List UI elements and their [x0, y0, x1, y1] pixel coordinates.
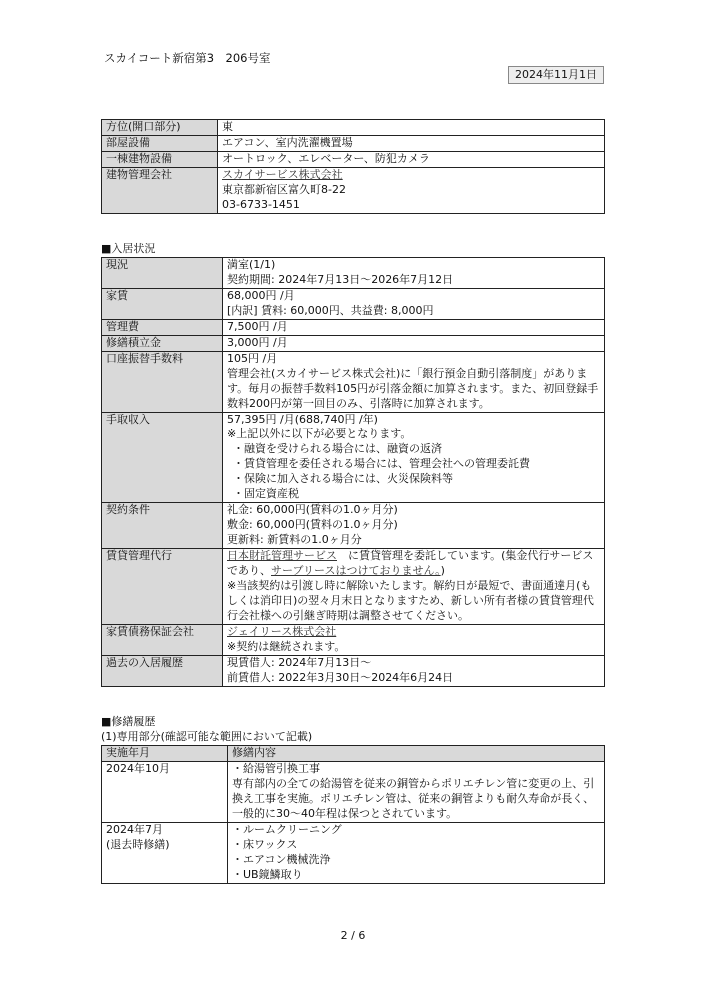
occupancy-table — [101, 257, 605, 687]
agency-note: ※当該契約は引渡し時に解除いたします。解約日が最短で、書面通達月(もしくは消印日)の翌々月末日となりますため、新しい所有者様の賃貸管理代行会社様への引継ぎ時期は調整させてください。 — [227, 579, 594, 622]
net-income-row — [102, 412, 605, 503]
management-fee-row — [102, 319, 605, 335]
guarantee-company-link[interactable]: ジェイリース株式会社 — [227, 624, 337, 638]
repair-date-cell — [102, 822, 228, 883]
room-equipment-value: エアコン、室内洗濯機置場 — [218, 135, 605, 151]
renewal-fee: 更新料: 新賃料の1.0ヶ月分 — [227, 533, 362, 547]
rent-breakdown: [内訳] 賃料: 60,000円、共益費: 8,000円 — [227, 303, 434, 317]
current-status-label: 現況 — [102, 258, 223, 289]
management-agency-row — [102, 549, 605, 625]
repair-date-cell — [102, 761, 228, 822]
table-row — [102, 761, 605, 822]
repair-item: ・給湯管引換工事 — [232, 761, 320, 775]
rent-amount: 68,000円 /月 — [227, 288, 295, 302]
repair-date: 2024年7月 — [106, 822, 163, 836]
transfer-fee-cell — [223, 351, 605, 412]
net-income-label: 手取収入 — [102, 412, 223, 503]
building-equipment-row — [102, 151, 605, 167]
management-fee-value: 7,500円 /月 — [223, 319, 605, 335]
contract-period: 契約期間: 2024年7月13日～2026年7月12日 — [227, 272, 454, 286]
repair-item: ・UB鏡鱗取り — [232, 867, 303, 881]
guarantee-row — [102, 624, 605, 655]
management-company-link[interactable]: スカイサービス株式会社 — [222, 167, 343, 181]
property-title: スカイコート新宿第3 206号室 — [104, 51, 271, 65]
agency-description — [227, 549, 600, 579]
tenancy-history-row — [102, 655, 605, 686]
occupancy-status: 満室(1/1) — [227, 258, 276, 271]
occupancy-heading: ■入居状況 — [101, 242, 156, 255]
orientation-row — [102, 120, 605, 136]
column-header-content: 修繕内容 — [228, 746, 605, 762]
management-company-address: 東京都新宿区富久町8-22 — [222, 182, 346, 196]
guarantee-cell — [223, 624, 605, 655]
orientation-label: 方位(開口部分) — [102, 120, 218, 136]
room-equipment-row — [102, 135, 605, 151]
net-income-cell — [223, 412, 605, 503]
management-agency-label: 賃貸管理代行 — [102, 549, 223, 625]
net-income-item: ・固定資産税 — [233, 487, 299, 501]
agency-text-end: ) — [440, 564, 445, 578]
column-header-date: 実施年月 — [102, 746, 228, 762]
rent-cell — [223, 288, 605, 319]
management-company-phone: 03-6733-1451 — [222, 197, 300, 211]
page-number: 2 / 6 — [340, 929, 366, 942]
management-company-label: 建物管理会社 — [102, 167, 218, 213]
repairs-subheading: (1)専用部分(確認可能な範囲において記載) — [101, 730, 313, 743]
repair-fund-label: 修繕積立金 — [102, 335, 223, 351]
orientation-value: 東 — [218, 120, 605, 136]
property-info-table — [101, 119, 605, 214]
building-equipment-label: 一棟建物設備 — [102, 151, 218, 167]
agency-company-link[interactable]: 日本財託管理サービス — [227, 549, 337, 563]
repair-item: ・床ワックス — [232, 837, 298, 851]
repairs-heading: ■修繕履歴 — [101, 715, 156, 728]
transfer-fee-amount: 105円 /月 — [227, 351, 278, 365]
current-status-cell — [223, 258, 605, 289]
previous-tenant: 前賃借人: 2022年3月30日～2024年6月24日 — [227, 670, 454, 684]
repair-description: 専有部内の全ての給湯管を従来の銅管からポリエチレン管に変更の上、引換え工事を実施。ポリエチレン管は、従来の銅管よりも耐久寿命が長く、一般的に30～40年程は保つとされています。 — [232, 776, 595, 820]
table-row — [102, 822, 605, 883]
guarantee-note: ※契約は継続されます。 — [227, 639, 346, 653]
deposit: 敷金: 60,000円(賃料の1.0ヶ月分) — [227, 518, 398, 532]
sublease-text: サーブリースはつけておりません。 — [271, 564, 441, 578]
current-tenant: 現賃借人: 2024年7月13日～ — [227, 655, 372, 669]
tenancy-history-label: 過去の入居履歴 — [102, 655, 223, 686]
contract-terms-label: 契約条件 — [102, 503, 223, 549]
building-equipment-value: オートロック、エレベーター、防犯カメラ — [218, 151, 605, 167]
repair-content-cell — [228, 761, 605, 822]
current-status-row — [102, 258, 605, 289]
net-income-item: ・賃貸管理を委任される場合には、管理会社への管理委託費 — [233, 457, 530, 471]
transfer-fee-note: 管理会社(スカイサービス株式会社)に「銀行預金自動引落制度」があります。毎月の振替手数料105円が引落金額に加算されます。また、初回登録手数料200円が第一回目のみ、引落時に加算されます。 — [227, 366, 599, 410]
rent-row — [102, 288, 605, 319]
repair-date: 2024年10月 — [106, 761, 170, 775]
net-income-item: ・融資を受けられる場合には、融資の返済 — [233, 442, 442, 456]
transfer-fee-label: 口座振替手数料 — [102, 351, 223, 412]
repair-fund-value: 3,000円 /月 — [223, 335, 605, 351]
management-fee-label: 管理費 — [102, 319, 223, 335]
management-agency-cell — [223, 549, 605, 625]
tenancy-history-cell — [223, 655, 605, 686]
transfer-fee-row — [102, 351, 605, 412]
guarantee-label: 家賃債務保証会社 — [102, 624, 223, 655]
net-income-item: ・保険に加入される場合には、火災保険料等 — [233, 472, 453, 486]
room-equipment-label: 部屋設備 — [102, 135, 218, 151]
repair-date-note: (退去時修繕) — [106, 837, 170, 851]
agency-text: に賃貸管理を委託しています。(集金代行サービスであり、 — [227, 549, 594, 578]
net-income-note: ※上記以外に以下が必要となります。 — [227, 427, 412, 441]
management-company-cell — [218, 167, 605, 213]
contract-terms-cell — [223, 503, 605, 549]
management-company-row — [102, 167, 605, 213]
contract-terms-row — [102, 503, 605, 549]
repair-item: ・ルームクリーニング — [232, 822, 342, 836]
repairs-table — [101, 745, 605, 884]
repairs-header-row — [102, 746, 605, 762]
rent-label: 家賃 — [102, 288, 223, 319]
repair-item: ・エアコン機械洗浄 — [232, 852, 331, 866]
document-date: 2024年11月1日 — [508, 66, 604, 84]
key-money: 礼金: 60,000円(賃料の1.0ヶ月分) — [227, 503, 398, 517]
net-income-amount: 57,395円 /月(688,740円 /年) — [227, 412, 378, 426]
repair-fund-row — [102, 335, 605, 351]
repair-content-cell — [228, 822, 605, 883]
